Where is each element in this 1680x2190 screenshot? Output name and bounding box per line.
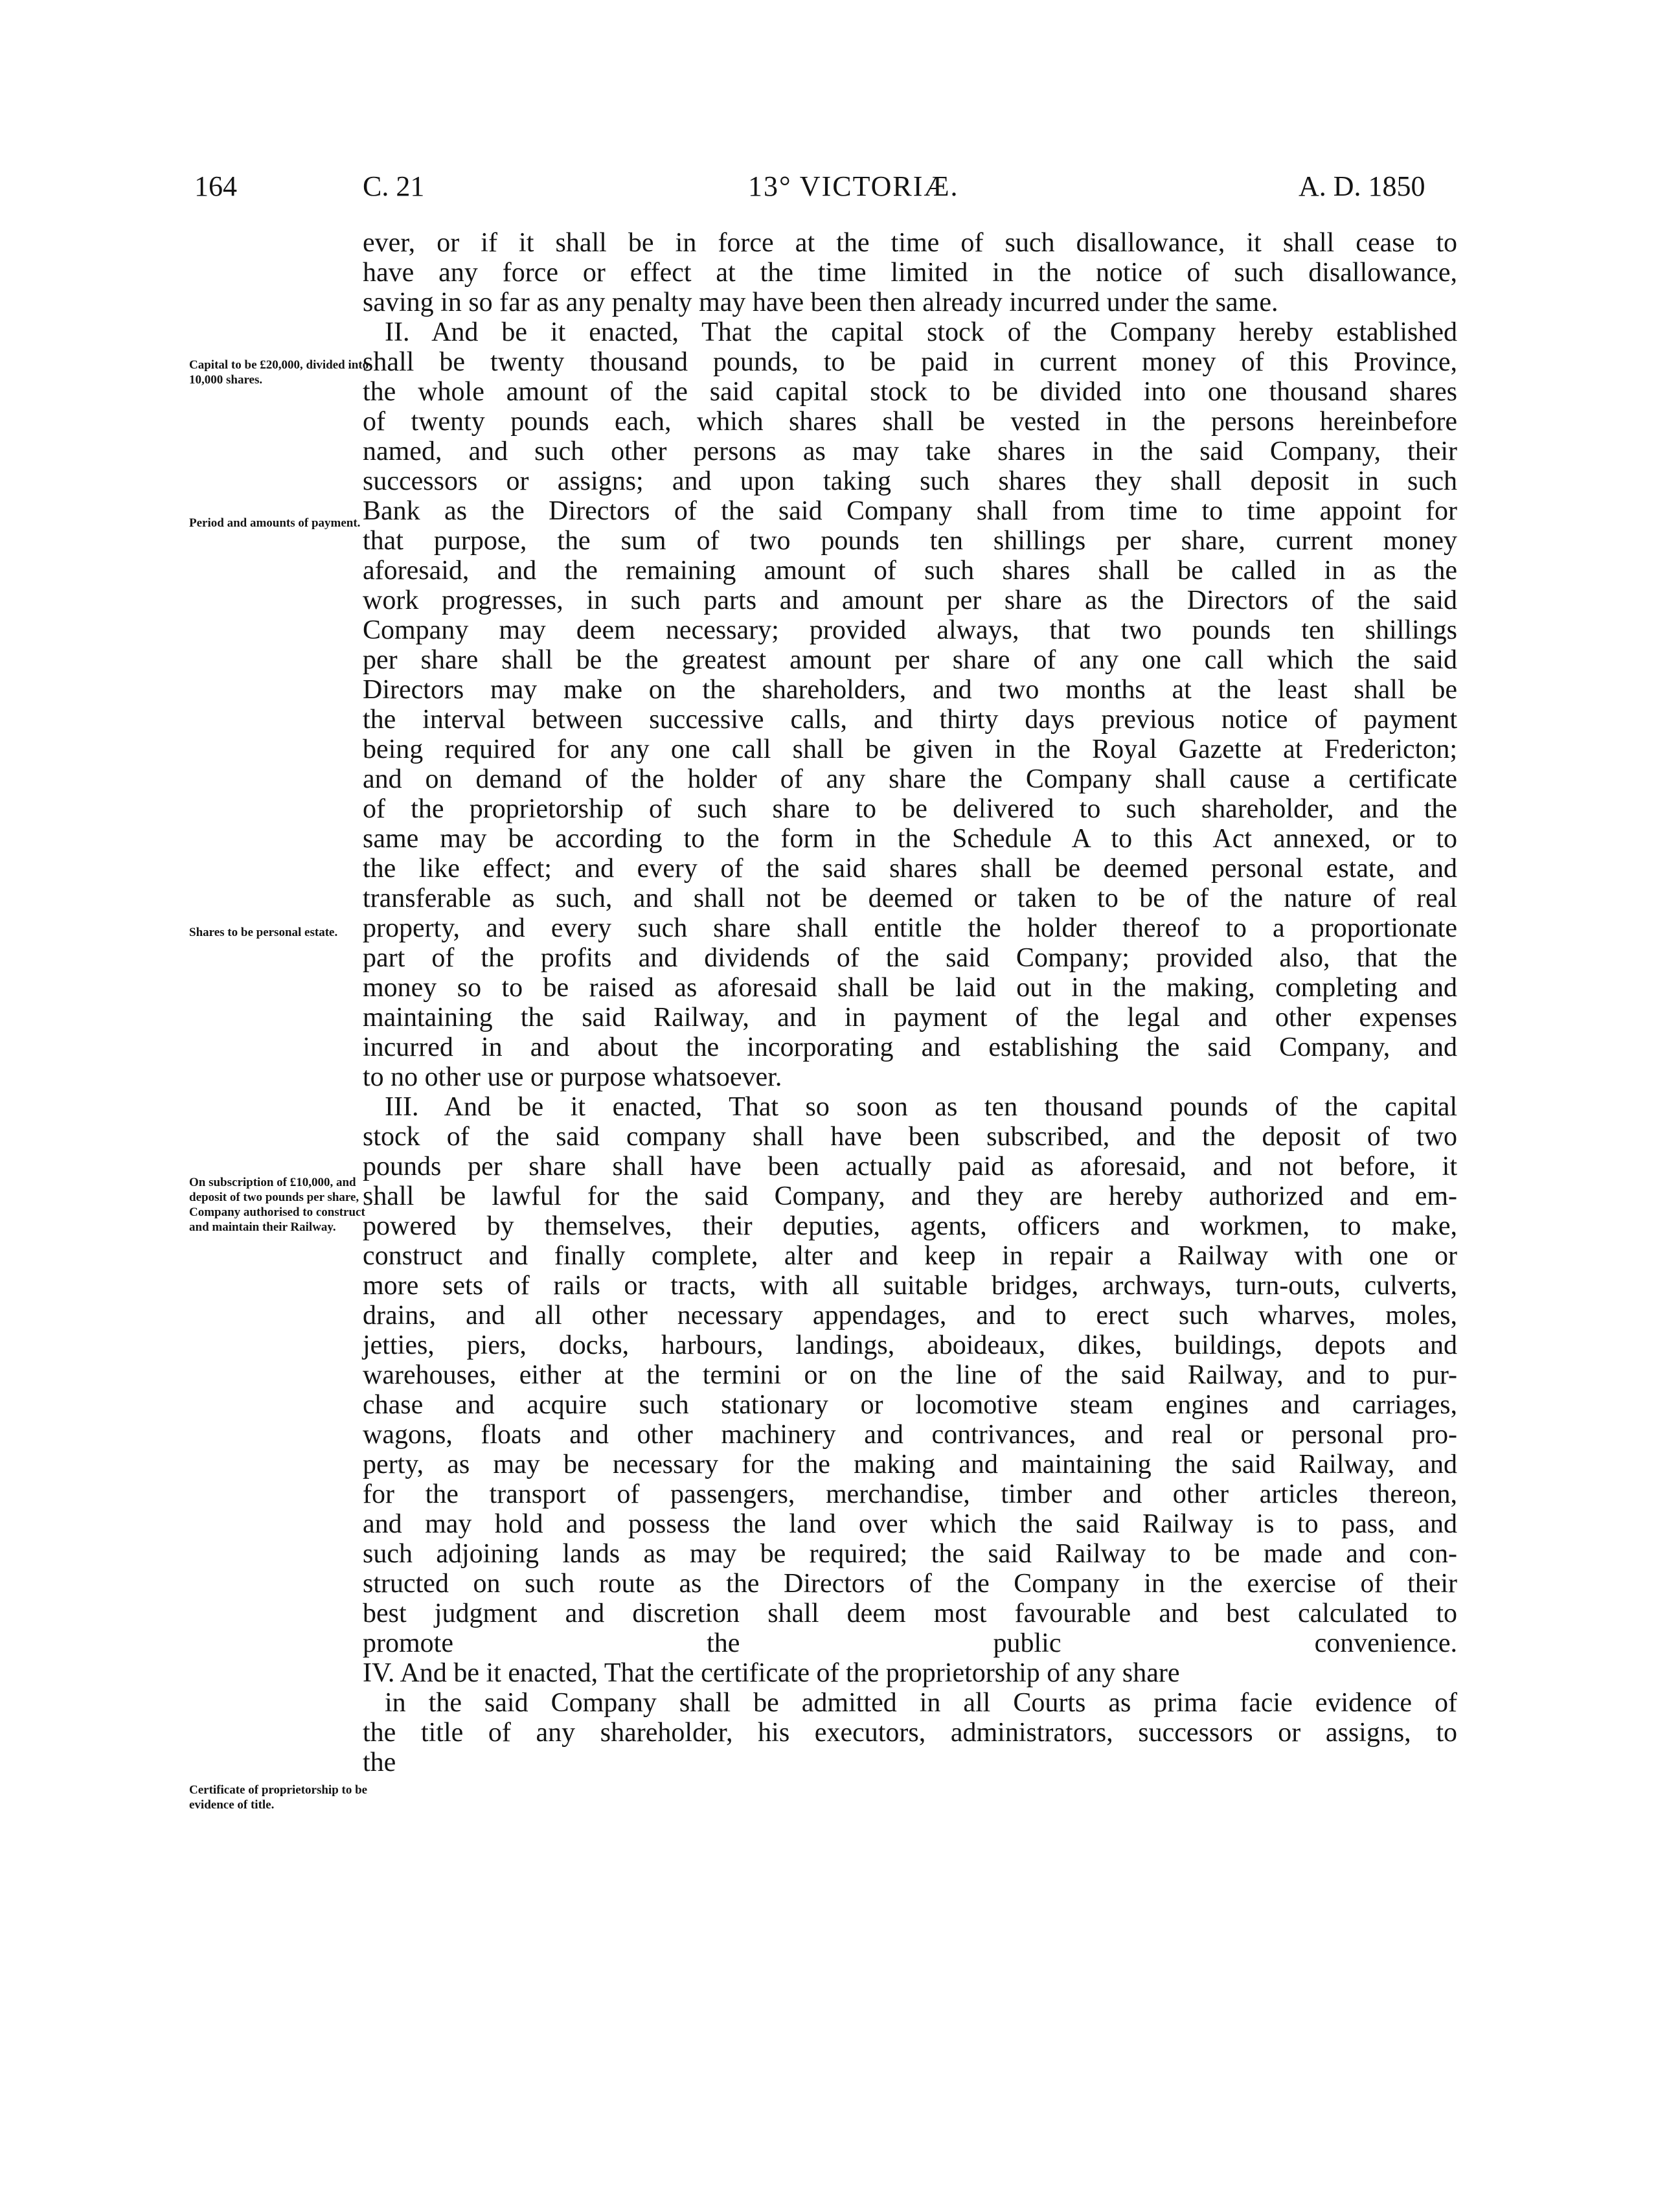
body-line: and on demand of the holder of any share the Company shall cause a certificate [363,764,1457,794]
margin-note-payment: Period and amounts of payment. [189,516,361,530]
chapter-label: C. 21 [363,170,425,202]
body-line: powered by themselves, their deputies, agents, officers and workmen, to make, [363,1211,1457,1241]
body-line: the [363,1748,396,1777]
body-line: maintaining the said Railway, and in payment of the legal and other expenses [363,1003,1457,1032]
body-line: II. And be it enacted, That the capital stock of the Company hereby established [385,317,1457,347]
body-line: Directors may make on the shareholders, and two months at the least shall be [363,675,1457,705]
year-label: A. D. 1850 [1299,170,1425,202]
body-line: shall be twenty thousand pounds, to be paid in current money of this Province, [363,347,1457,377]
body-line: aforesaid, and the remaining amount of such shares shall be called in as the [363,556,1457,586]
page-number: 164 [194,170,237,202]
body-line: construct and finally complete, alter and keep in repair a Railway with one or [363,1241,1457,1271]
body-line: shall be lawful for the said Company, and they are hereby authorized and em- [363,1181,1457,1211]
body-line: best judgment and discretion shall deem most favourable and best calculated to [363,1599,1457,1628]
body-line: the like effect; and every of the said shares shall be deemed personal estate, and [363,854,1457,884]
body-line: wagons, floats and other machinery and contrivances, and real or personal pro- [363,1420,1457,1450]
body-line: the interval between successive calls, and thirty days previous notice of payment [363,705,1457,735]
body-line: IV. And be it enacted, That the certificate of the proprietorship of any share [363,1658,1180,1688]
body-line: drains, and all other necessary appendages, and to erect such wharves, moles, [363,1301,1457,1330]
statute-body [363,228,1457,1777]
body-line: structed on such route as the Directors of the Company in the exercise of their [363,1569,1457,1599]
margin-note-railway-authority: On subscription of £10,000, and deposit of two pounds per share, Company authorised to construct and maintain their Railway. [189,1176,365,1234]
body-line: more sets of rails or tracts, with all suitable bridges, archways, turn-outs, culverts, [363,1271,1457,1301]
body-line: part of the profits and dividends of the said Company; provided also, that the [363,943,1457,973]
body-line: in the said Company shall be admitted in all Courts as prima facie evidence of [385,1688,1457,1718]
body-line: per share shall be the greatest amount per share of any one call which the said [363,645,1457,675]
body-line: money so to be raised as aforesaid shall be laid out in the making, completing and [363,973,1457,1003]
body-line: jetties, piers, docks, harbours, landings, aboideaux, dikes, buildings, depots and [363,1330,1457,1360]
body-line: and may hold and possess the land over which the said Railway is to pass, and [363,1509,1457,1539]
body-line: successors or assigns; and upon taking such shares they shall deposit in such [363,466,1457,496]
body-line: for the transport of passengers, merchandise, timber and other articles thereon, [363,1479,1457,1509]
body-line: chase and acquire such stationary or locomotive steam engines and carriages, [363,1390,1457,1420]
body-line: saving in so far as any penalty may have been then already incurred under the same. [363,288,1278,317]
running-title: 13° VICTORIÆ. [748,170,959,202]
body-line: of the proprietorship of such share to be delivered to such shareholder, and the [363,794,1457,824]
body-line: ever, or if it shall be in force at the time of such disallowance, it shall cease to [363,228,1457,258]
body-line: named, and such other persons as may take shares in the said Company, their [363,437,1457,466]
body-line: pounds per share shall have been actually paid as aforesaid, and not before, it [363,1152,1457,1181]
body-line: work progresses, in such parts and amount per share as the Directors of the said [363,586,1457,615]
body-line: same may be according to the form in the Schedule A to this Act annexed, or to [363,824,1457,854]
body-line: incurred in and about the incorporating and establishing the said Company, and [363,1032,1457,1062]
body-line: warehouses, either at the termini or on the line of the said Railway, and to pur- [363,1360,1457,1390]
body-line: such adjoining lands as may be required; the said Railway to be made and con- [363,1539,1457,1569]
body-line: the whole amount of the said capital stock to be divided into one thousand shares [363,377,1457,407]
body-line: stock of the said company shall have been subscribed, and the deposit of two [363,1122,1457,1152]
body-line: Bank as the Directors of the said Company shall from time to time appoint for [363,496,1457,526]
body-line: being required for any one call shall be given in the Royal Gazette at Fredericton; [363,735,1457,764]
margin-note-capital: Capital to be £20,000, divided into 10,000 shares. [189,358,369,387]
body-line: III. And be it enacted, That so soon as ten thousand pounds of the capital [385,1092,1457,1122]
body-line: Company may deem necessary; provided always, that two pounds ten shillings [363,615,1457,645]
body-line: transferable as such, and shall not be deemed or taken to be of the nature of real [363,884,1457,913]
margin-note-certificate: Certificate of proprietorship to be evidence of title. [189,1783,368,1812]
body-line: promote the public convenience. [363,1628,1457,1658]
body-line: have any force or effect at the time limited in the notice of such disallowance, [363,258,1457,288]
body-line: property, and every such share shall entitle the holder thereof to a proportionate [363,913,1457,943]
body-line: that purpose, the sum of two pounds ten shillings per share, current money [363,526,1457,556]
margin-note-personal-estate: Shares to be personal estate. [189,926,338,939]
body-line: the title of any shareholder, his executors, administrators, successors or assigns, to [363,1718,1457,1748]
body-line: of twenty pounds each, which shares shall be vested in the persons hereinbefore [363,407,1457,437]
body-line: to no other use or purpose whatsoever. [363,1062,782,1092]
body-line: perty, as may be necessary for the making and maintaining the said Railway, and [363,1450,1457,1479]
